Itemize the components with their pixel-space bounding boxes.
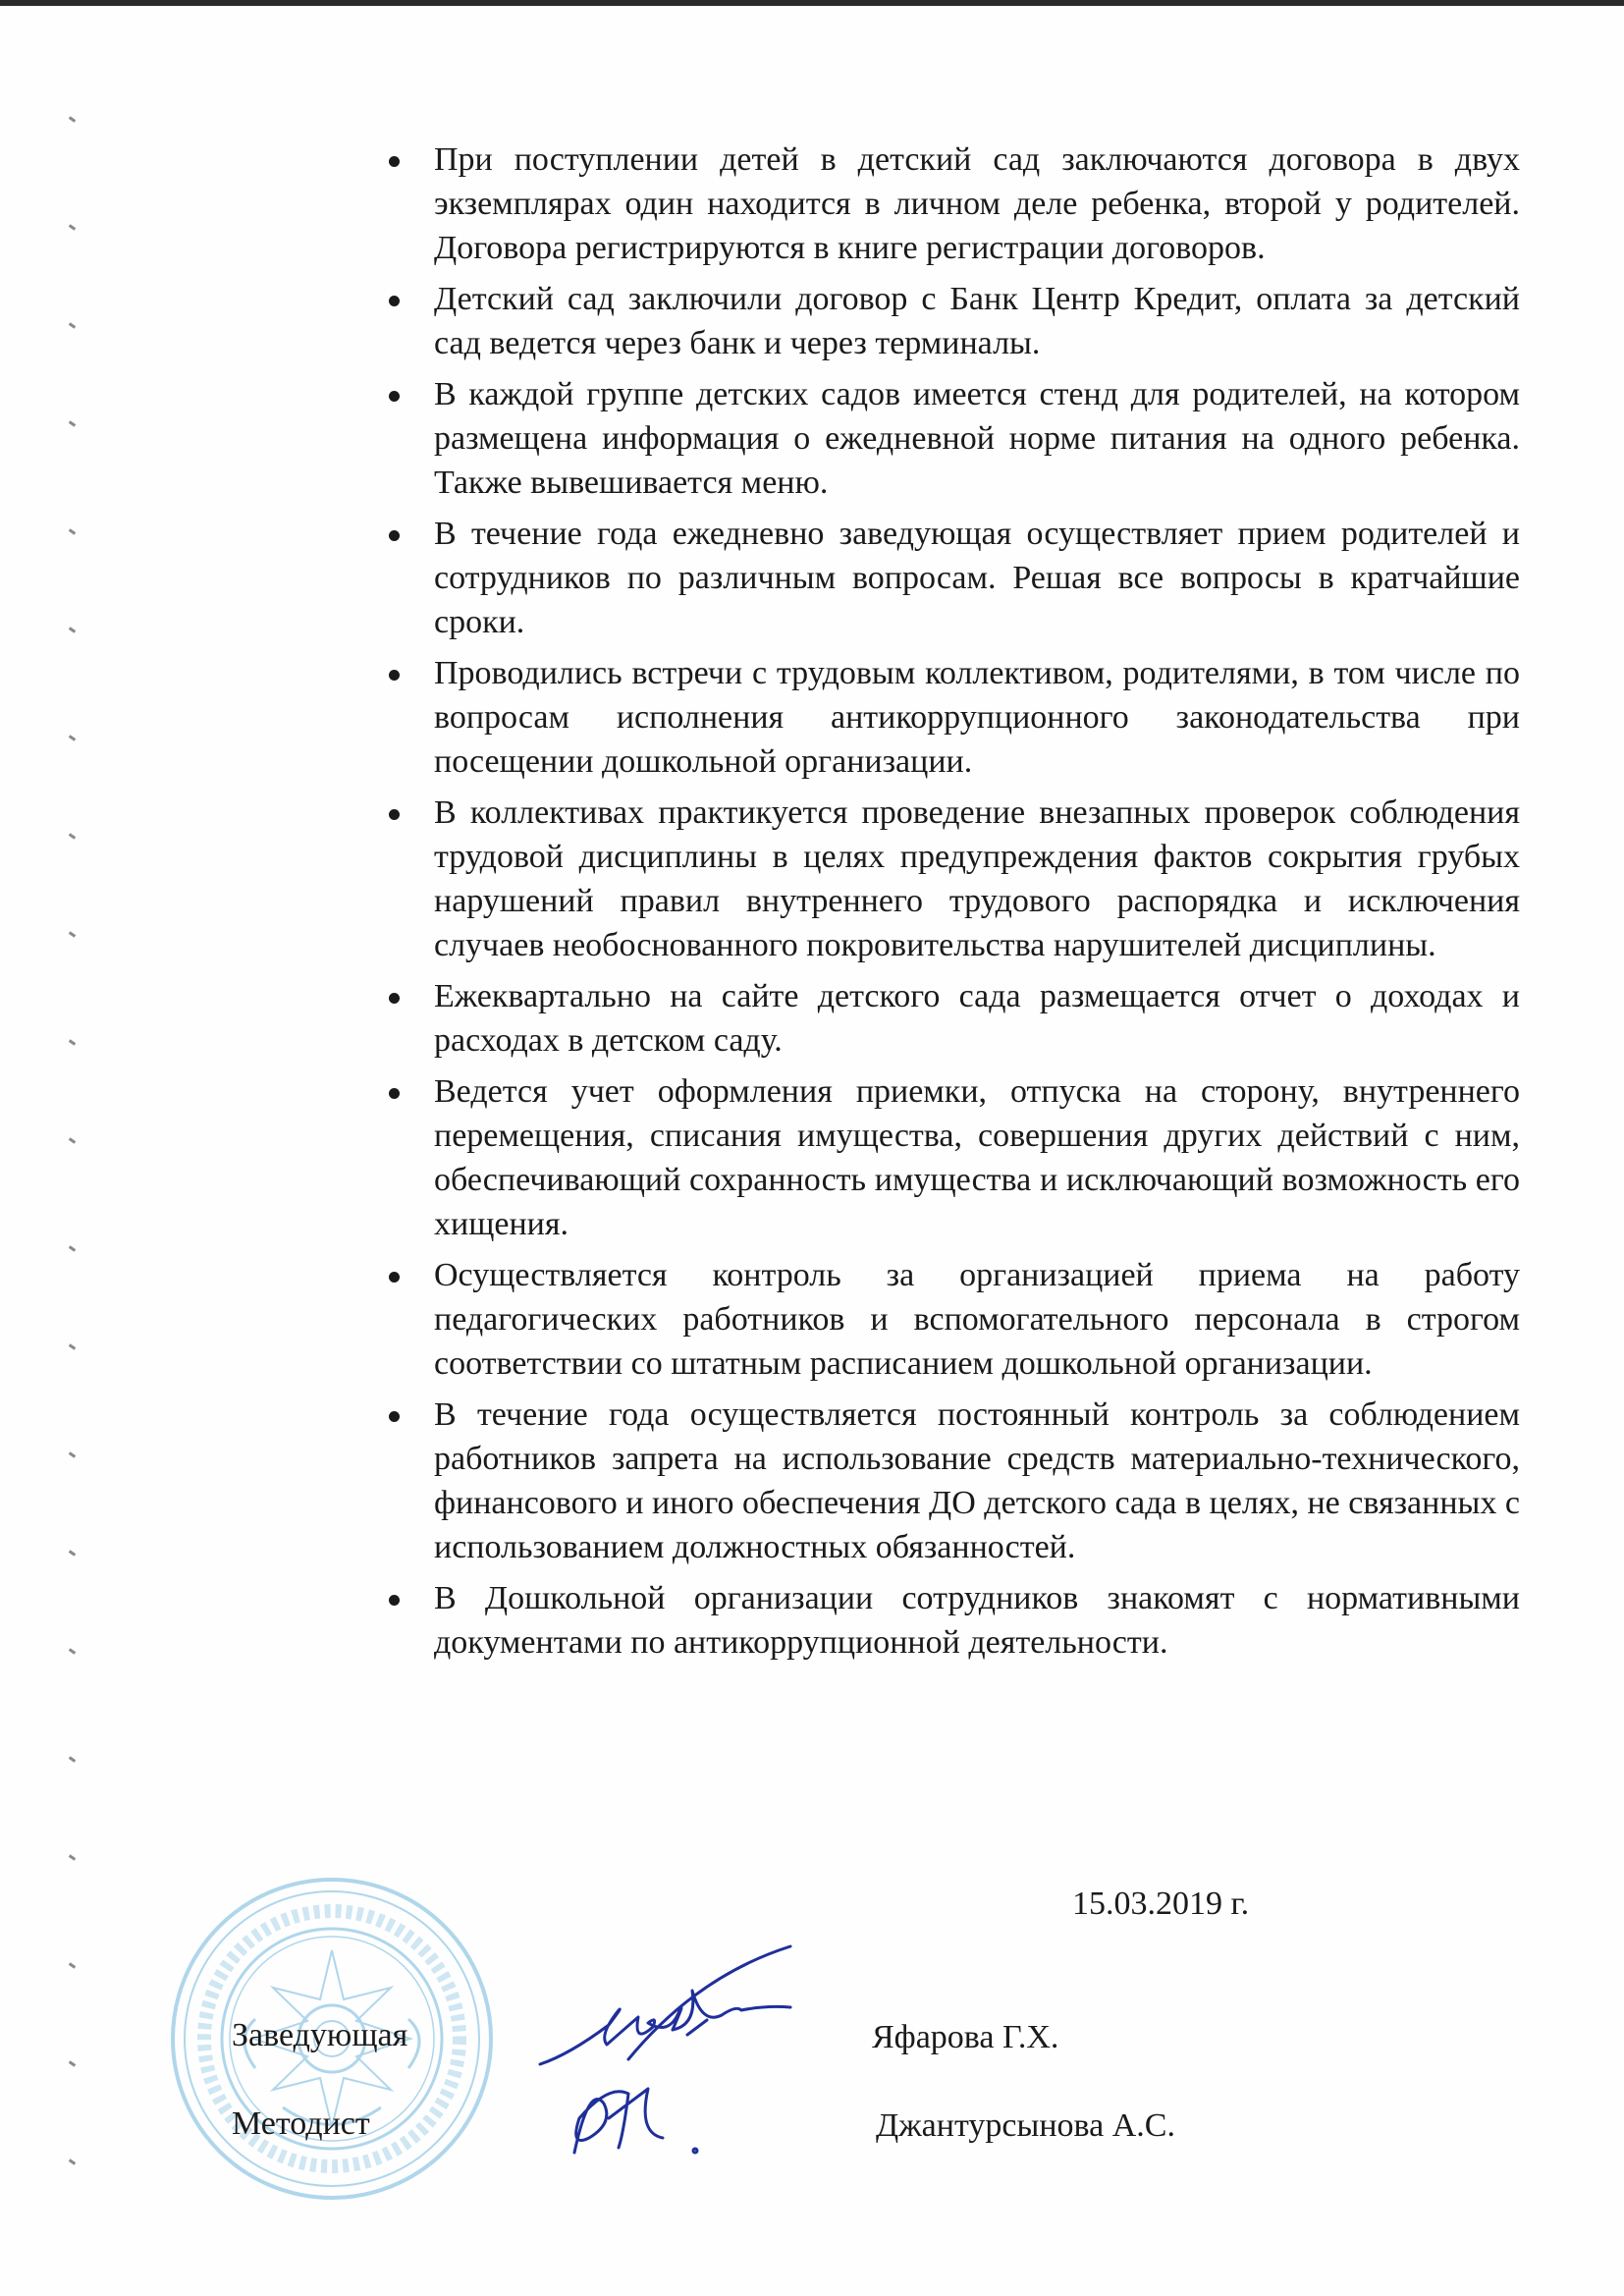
list-item: Ведется учет оформления приемки, отпуска на сторону, внутреннего перемещения, списания имущества, совершения других действий с ним, обеспечивающий сохранность имущества и исключающий возможность его хищения.: [373, 1069, 1520, 1246]
list-item: Ежеквартально на сайте детского сада размещается отчет о доходах и расходах в детском саду.: [373, 974, 1520, 1063]
document-date: 15.03.2019 г.: [1072, 1886, 1250, 1922]
role-label: Заведующая: [232, 2017, 408, 2053]
list-item: В течение года ежедневно заведующая осуществляет прием родителей и сотрудников по различным вопросам. Решая все вопросы в кратчайшие сроки.: [373, 512, 1520, 644]
list-item: При поступлении детей в детский сад заключаются договора в двух экземплярах один находится в личном деле ребенка, второй у родителей. Договора регистрируются в книге регистрации договоров.: [373, 137, 1520, 270]
signatory-name: Яфарова Г.Х.: [872, 2019, 1059, 2055]
list-item: Осуществляется контроль за организацией приема на работу педагогических работников и вспомогательного персонала в строгом соответствии со штатным расписанием дошкольной организации.: [373, 1253, 1520, 1386]
scan-top-edge: [0, 0, 1624, 6]
list-item: Проводились встречи с трудовым коллективом, родителями, в том числе по вопросам исполнения антикоррупционного законодательства при посещении дошкольной организации.: [373, 651, 1520, 784]
list-item: В течение года осуществляется постоянный контроль за соблюдением работников запрета на использование средств материально-технического, финансового и иного обеспечения ДО детского сада в целях, не связанных с использованием должностных обязанностей.: [373, 1393, 1520, 1569]
signatory-name: Джантурсынова А.С.: [876, 2107, 1175, 2144]
measures-list: [373, 137, 1520, 1671]
list-item: В Дошкольной организации сотрудников знакомят с нормативными документами по антикоррупционной деятельности.: [373, 1576, 1520, 1665]
list-item: Детский сад заключили договор с Банк Центр Кредит, оплата за детский сад ведется через банк и через терминалы.: [373, 277, 1520, 365]
punch-hole-marks: [69, 118, 88, 2180]
handwritten-signatures: [530, 1937, 825, 2182]
list-item: В каждой группе детских садов имеется стенд для родителей, на котором размещена информация о ежедневной норме питания на одного ребенка. Также вывешивается меню.: [373, 372, 1520, 505]
role-label: Методист: [232, 2105, 370, 2142]
list-item: В коллективах практикуется проведение внезапных проверок соблюдения трудовой дисциплины в целях предупреждения фактов сокрытия грубых нарушений правил внутреннего трудового распорядка и исключения случаев необоснованного покровительства нарушителей дисциплины.: [373, 791, 1520, 967]
